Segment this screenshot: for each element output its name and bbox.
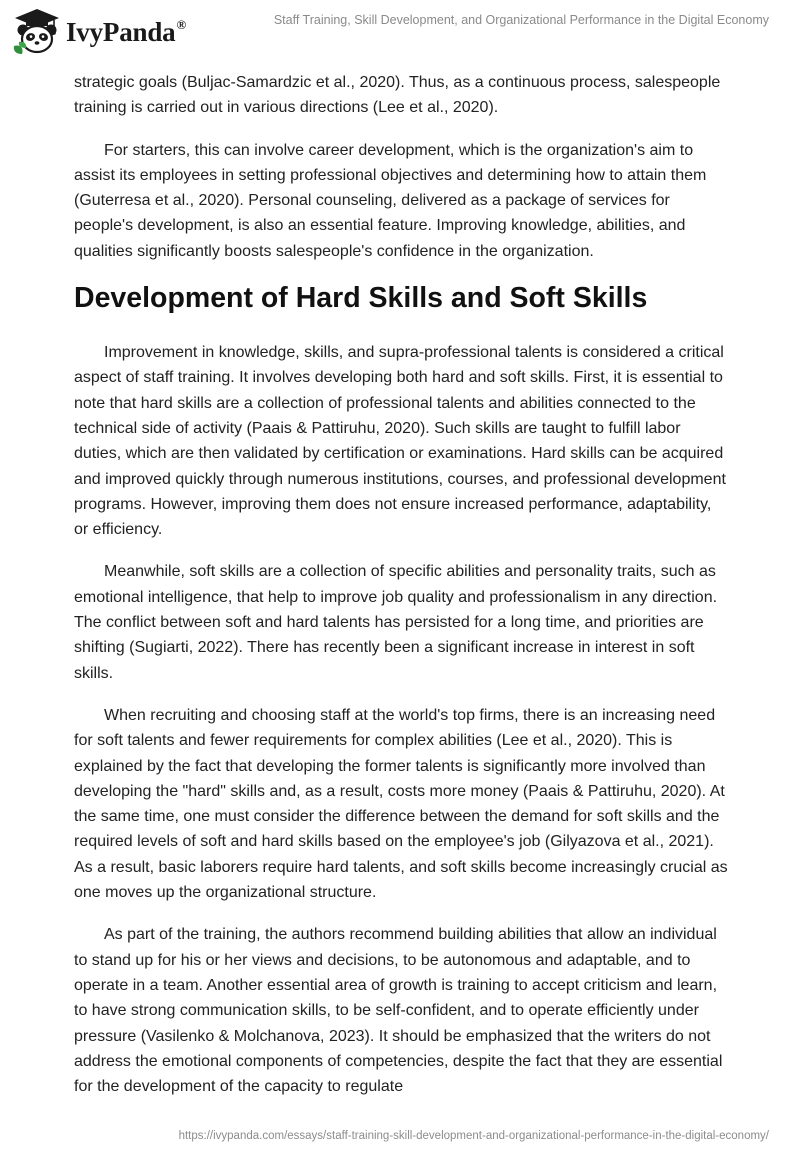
running-title: Staff Training, Skill Development, and Organizational Performance in the Digital Economy xyxy=(273,13,769,27)
page-header xyxy=(0,0,800,64)
paragraph-hard-skills: Improvement in knowledge, skills, and supra-professional talents is considered a critical aspect of staff training. It involves developing both hard and soft skills. First, it is essential to note that hard skills are a collection of professional talents and abilities connected to the technical side of activity (Paais & Pattiruhu, 2020). Such skills are taught to fulfill labor duties, which are then validated by certification or examinations. Hard skills can be acquired and improved quickly through numerous institutions, courses, and professional development programs. However, improving them does not ensure increased performance, adaptability, or efficiency. xyxy=(74,344,726,539)
ivypanda-logo[interactable] xyxy=(12,8,186,56)
logo-wordmark: IvyPanda® xyxy=(66,16,186,47)
paragraph-training: As part of the training, the authors recommend building abilities that allow an individual to stand up for his or her views and decisions, to be autonomous and adaptable, and to operate in a team. Another essential area of growth is training to accept criticism and learn, to have strong communication skills, to be self-confident, and to operate efficiently under pressure (Vasilenko & Molchanova, 2023). It should be emphasized that the writers do not address the emotional components of competencies, despite the fact that they are essential for the development of the capacity to regulate xyxy=(74,926,723,1096)
paragraph-career-development: For starters, this can involve career development, which is the organization's aim to assist its employees in setting professional objectives and determining how to attain them (Guterresa et al., 2020). Personal counseling, delivered as a package of services for people's development, is also an essential feature. Improving knowledge, abilities, and qualities significantly boosts salespeople's confidence in the organization. xyxy=(74,141,707,260)
paragraph-recruiting: When recruiting and choosing staff at the world's top firms, there is an increasing need for soft talents and fewer requirements for complex abilities (Lee et al., 2020). This is explained by the fact that developing the former talents is significantly more involved than developing the "hard" skills and, as a result, costs more money (Paais & Pattiruhu, 2020). At the same time, one must consider the difference between the demand for soft skills and the required levels of soft and hard skills based on the employee's job (Gilyazova et al., 2021). As a result, basic laborers require hard talents, and soft skills become increasingly crucial as one moves up the organizational structure. xyxy=(74,706,728,902)
panda-graduate-icon xyxy=(12,8,62,56)
source-url[interactable]: https://ivypanda.com/essays/staff-training-skill-development-and-organizational-performance-in-the-digital-economy/ xyxy=(178,1130,769,1142)
section-heading: Development of Hard Skills and Soft Skills xyxy=(74,282,648,315)
paragraph-soft-skills: Meanwhile, soft skills are a collection of specific abilities and personality traits, such as emotional intelligence, that help to improve job quality and professionalism in any direction. The conflict between soft and hard talents has persisted for a long time, and priorities are shifting (Sugiarti, 2022). There has recently been a significant increase in interest in soft skills. xyxy=(74,563,718,682)
essay-body xyxy=(74,70,730,1116)
paragraph-continued: strategic goals (Buljac-Samardzic et al., 2020). Thus, as a continuous process, salespeople training is carried out in various directions (Lee et al., 2020). xyxy=(74,74,721,117)
